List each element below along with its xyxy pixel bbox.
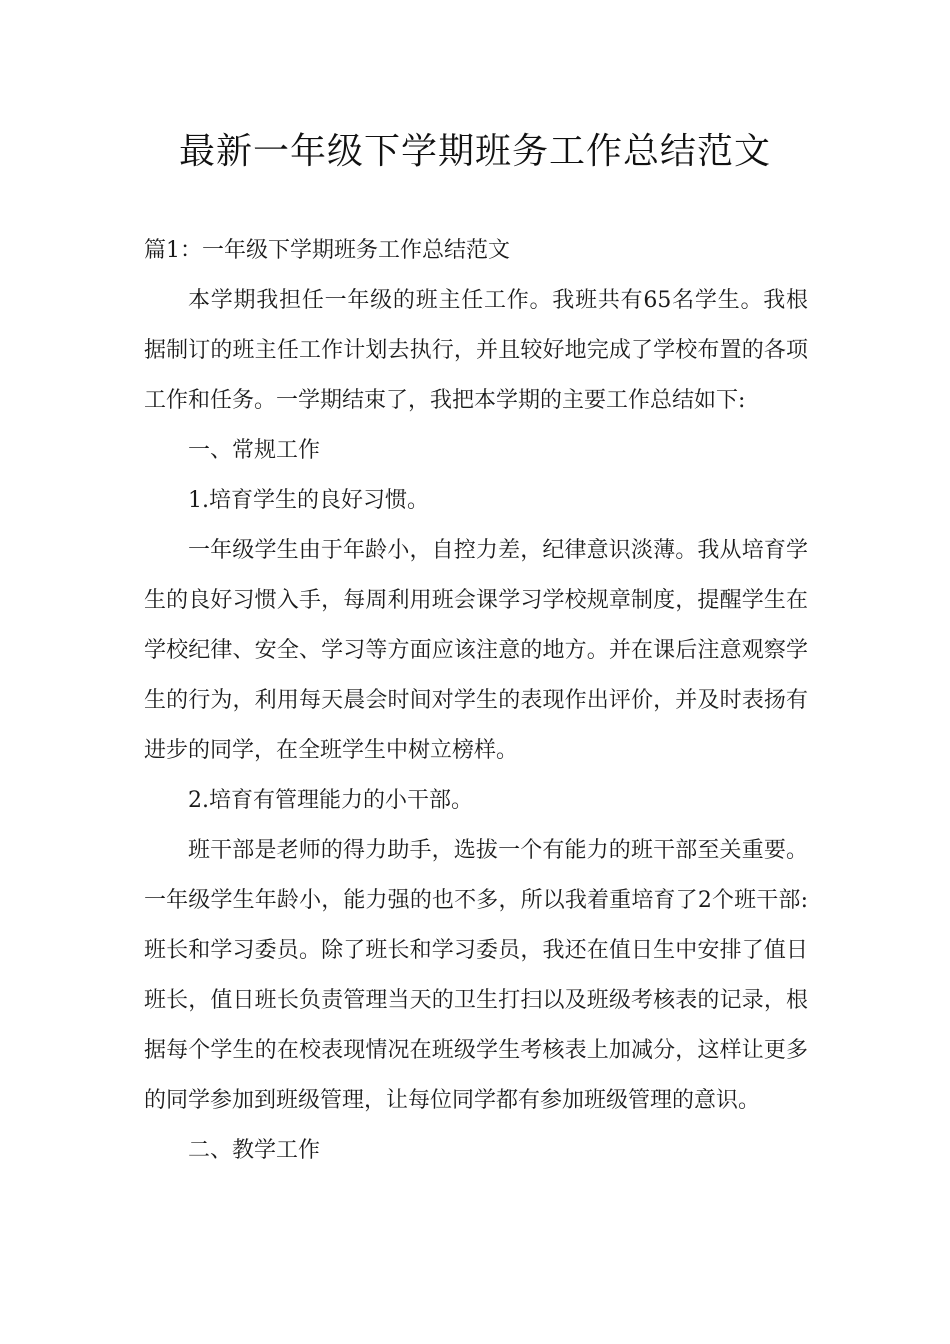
document-body — [144, 226, 808, 1176]
section-heading: 篇1：一年级下学期班务工作总结范文 — [144, 238, 510, 263]
heading-routine-work: 一、常规工作 — [188, 438, 321, 463]
document-title: 最新一年级下学期班务工作总结范文 — [178, 131, 771, 172]
paragraph-cadres: 班干部是老师的得力助手，选拔一个有能力的班干部至关重要。一年级学生年龄小，能力强的也不多，所以我着重培育了2个班干部:班长和学习委员。除了班长和学习委员，我还在值日生中安排了值日班长，值日班长负责管理当天的卫生打扫以及班级考核表的记录，根据每个学生的在校表现情况在班级学生考核表上加减分，这样让更多的同学参加到班级管理，让每位同学都有参加班级管理的意识。 — [144, 838, 808, 1113]
paragraph-habits: 一年级学生由于年龄小，自控力差，纪律意识淡薄。我从培育学生的良好习惯入手，每周利用班会课学习学校规章制度，提醒学生在学校纪律、安全、学习等方面应该注意的地方。并在课后注意观察学生的行为，利用每天晨会时间对学生的表现作出评价，并及时表扬有进步的同学，在全班学生中树立榜样。 — [144, 538, 808, 763]
subheading-habits: 1.培育学生的良好习惯。 — [188, 488, 429, 513]
paragraph-intro: 本学期我担任一年级的班主任工作。我班共有65名学生。我根据制订的班主任工作计划去执行，并且较好地完成了学校布置的各项工作和任务。一学期结束了，我把本学期的主要工作总结如下: — [144, 288, 808, 413]
heading-teaching-work: 二、教学工作 — [188, 1138, 321, 1163]
subheading-cadres: 2.培育有管理能力的小干部。 — [188, 788, 473, 813]
